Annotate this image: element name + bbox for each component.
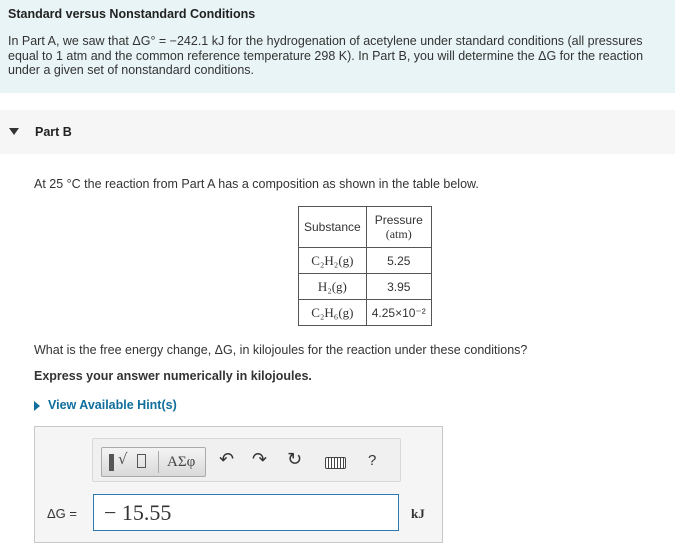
pressure-cell: 3.95 [366,274,431,300]
substance-cell: H₂(g) [299,274,367,300]
keyboard-icon[interactable] [325,457,346,469]
part-b-label: Part B [35,125,72,139]
answer-input[interactable] [93,494,399,531]
answer-box [34,426,443,543]
substance-cell: C₂H₂(g) [299,248,367,274]
greek-symbols-label[interactable]: ΑΣφ [158,451,195,473]
header-substance: Substance [299,207,367,248]
header-pressure [366,207,431,248]
header-pressure-line1: Pressure [374,212,423,227]
redo-icon[interactable]: ↷ [252,449,268,470]
header-pressure-unit: (atm) [385,226,412,241]
reset-icon[interactable]: ↻ [287,449,303,470]
template-box-icon [137,454,146,468]
square-root-icon: √ [118,450,128,468]
undo-icon[interactable]: ↶ [219,449,235,470]
delta-g-label: ΔG = [47,506,77,521]
table-header-row [299,207,432,248]
view-hints-link[interactable] [34,398,177,412]
table-row [299,274,432,300]
table-row [299,248,432,274]
part-b-header[interactable] [0,110,675,154]
answer-instruction: Express your answer numerically in kilojoules. [34,369,312,383]
intro-text: In Part A, we saw that ΔG° = −242.1 kJ for the hydrogenation of acetylene under standard conditions (all pressures equal to 1 atm and the common reference temperature 298 K). In Part B, you will determine the ΔG for the reaction under a given set of nonstandard conditions. [8,34,644,77]
substance-cell: C₂H₆(g) [299,300,367,326]
intro-panel [0,0,675,93]
expand-arrow-icon [34,401,40,411]
math-toolbar [92,438,401,482]
collapse-arrow-icon[interactable] [9,128,19,135]
table-row [299,300,432,326]
help-icon[interactable]: ? [368,452,377,469]
unit-label: kJ [411,506,425,521]
composition-intro: At 25 °C the reaction from Part A has a composition as shown in the table below. [34,177,479,191]
pressure-cell: 4.25×10⁻² [366,300,431,326]
template-block-icon [109,454,114,471]
templates-button[interactable] [101,447,206,477]
pressure-cell: 5.25 [366,248,431,274]
composition-table [298,206,432,326]
view-hints-label: View Available Hint(s) [48,398,177,412]
intro-title: Standard versus Nonstandard Conditions [8,7,256,21]
question-prompt: What is the free energy change, ΔG, in kilojoules for the reaction under these conditions? [34,343,528,357]
